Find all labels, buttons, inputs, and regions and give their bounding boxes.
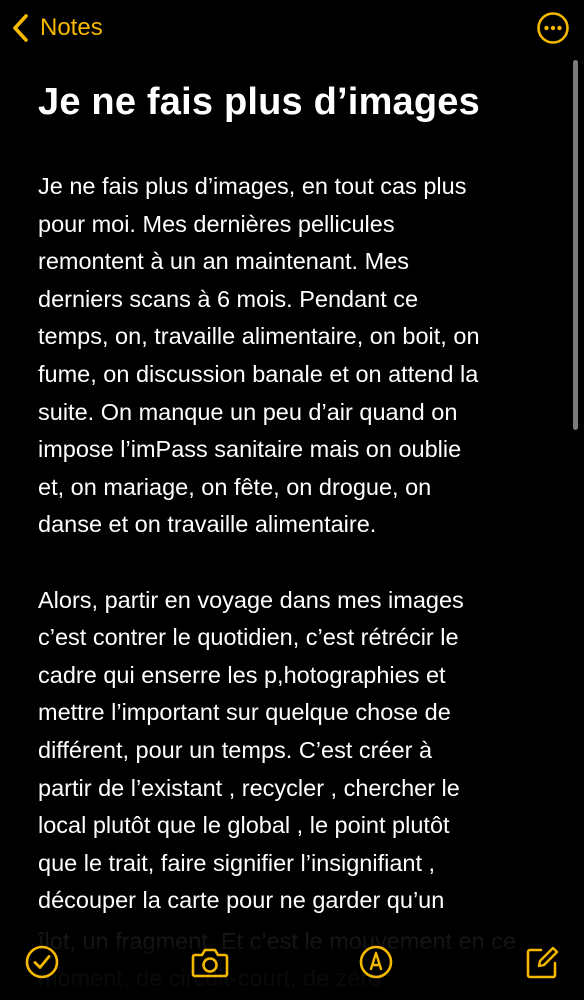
note-text-line: derniers scans à 6 mois. Pendant ce: [38, 285, 419, 312]
note-text-line: remontent à un an maintenant. Mes: [38, 248, 409, 275]
note-text-line: impose l’imPass sanitaire mais on oublie: [38, 436, 462, 463]
checklist-button[interactable]: [22, 942, 62, 982]
note-text-line: et, on mariage, on fête, on drogue, on: [38, 473, 432, 500]
more-options-button[interactable]: [536, 11, 570, 45]
note-text-line: cadre qui enserre les p,hotographies et: [38, 661, 446, 688]
compose-icon: [522, 969, 562, 986]
note-text-line: Je ne fais plus d’images, en tout cas plus: [38, 173, 467, 199]
back-label: Notes: [40, 14, 103, 41]
markup-pen-icon: [356, 969, 396, 986]
navigation-bar: [0, 0, 584, 56]
scroll-indicator[interactable]: [573, 60, 578, 430]
bottom-toolbar: [0, 922, 584, 1000]
note-text-line: différent, pour un temps. C’est créer à: [38, 736, 433, 763]
ellipsis-circle-icon: [536, 32, 570, 49]
note-text-line: local plutôt que le global , le point plutôt: [38, 812, 450, 839]
checklist-icon: [22, 969, 62, 986]
note-text-line: que le trait, faire signifier l’insignifiant ,: [38, 849, 436, 876]
note-text-line: découper la carte pour ne garder qu’un: [38, 887, 445, 914]
note-text-line: pour moi. Mes dernières pellicules: [38, 210, 395, 237]
compose-button[interactable]: [522, 942, 562, 982]
paragraph-gap: [38, 544, 558, 582]
chevron-left-icon: [10, 12, 32, 44]
markup-button[interactable]: [356, 942, 396, 982]
note-text-line: danse et on travaille alimentaire.: [38, 511, 377, 538]
note-body[interactable]: [38, 168, 558, 920]
camera-button[interactable]: [189, 942, 229, 982]
note-title[interactable]: Je ne fais plus d’images: [38, 81, 480, 123]
note-text-line: partir de l’existant , recycler , chercher le: [38, 774, 460, 801]
note-text-line: mettre l’important sur quelque chose de: [38, 699, 451, 726]
note-text-line: c’est contrer le quotidien, c’est rétrécir le: [38, 624, 459, 651]
note-text-line: suite. On manque un peu d’air quand on: [38, 398, 458, 425]
camera-icon: [189, 969, 231, 986]
note-text-line: Alors, partir en voyage dans mes images: [38, 586, 464, 613]
note-text-line: temps, on, travaille alimentaire, on boit, on: [38, 323, 480, 350]
back-to-notes-button[interactable]: [10, 8, 103, 48]
note-text-line: fume, on discussion banale et on attend la: [38, 360, 479, 387]
